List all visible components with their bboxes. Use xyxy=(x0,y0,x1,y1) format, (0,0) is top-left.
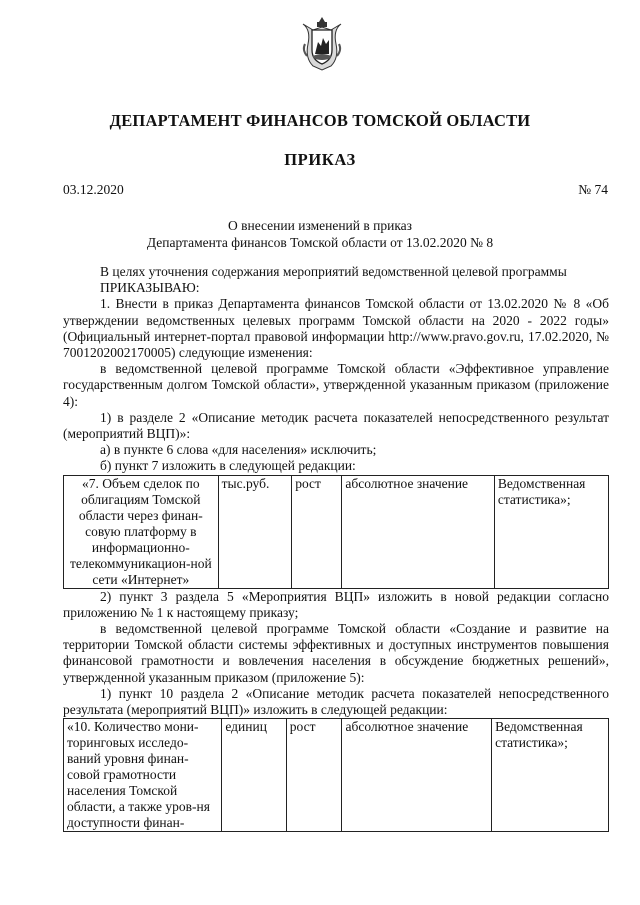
table-row xyxy=(64,719,609,832)
table-cell: рост xyxy=(286,719,342,832)
order-subject xyxy=(0,217,640,251)
order-body xyxy=(63,264,609,832)
table-cell: абсолютное значение xyxy=(342,475,495,588)
indicator-table-2 xyxy=(63,718,609,832)
indicator-table-1 xyxy=(63,475,609,589)
paragraph: ПРИКАЗЫВАЮ: xyxy=(100,280,200,296)
table-cell: единиц xyxy=(222,719,286,832)
order-number: № 74 xyxy=(578,182,608,197)
table-cell: «7. Объем сделок по облигациям Томской области через финан-совую платформу в информационно-телекоммуникацион-ной сети «Интернет» xyxy=(64,475,219,588)
paragraph: а) в пункте 6 слова «для населения» исключить; xyxy=(100,442,377,458)
table-cell: рост xyxy=(292,475,342,588)
table-row xyxy=(64,475,609,588)
coat-of-arms-icon xyxy=(299,14,345,72)
table-cell: абсолютное значение xyxy=(342,719,492,832)
subject-line: Департамента финансов Томской области от 13.02.2020 № 8 xyxy=(146,235,494,250)
paragraph: 1) пункт 10 раздела 2 «Описание методик расчета показателей непосредственного результата (мероприятий ВЦП)» изложить в следующей редакции: xyxy=(63,685,609,718)
department-title: ДЕПАРТАМЕНТ ФИНАНСОВ ТОМСКОЙ ОБЛАСТИ xyxy=(109,111,531,130)
paragraph: 2) пункт 3 раздела 5 «Мероприятия ВЦП» изложить в новой редакции согласно приложению № 1 к настоящему приказу; xyxy=(63,588,609,620)
table-cell: Ведомственная статистика»; xyxy=(492,719,609,832)
document-type: ПРИКАЗ xyxy=(284,150,356,169)
paragraph: в ведомственной целевой программе Томской области «Создание и развитие на территории Томской области системы эффективных и доступных инструментов повышения финансовой грамотности и вовлечения населения в обсуждение бюджетных решений», утвержденной указанным приказом (приложение 5): xyxy=(63,621,609,685)
table-cell: Ведомственная статистика»; xyxy=(494,475,608,588)
subject-line: О внесении изменений в приказ xyxy=(227,218,413,233)
paragraph: В целях уточнения содержания мероприятий ведомственной целевой программы xyxy=(100,264,567,279)
paragraph: 1) в разделе 2 «Описание методик расчета показателей непосредственного результат (мероприятий ВЦП)»: xyxy=(63,409,609,442)
table-cell: тыс.руб. xyxy=(218,475,292,588)
paragraph: в ведомственной целевой программе Томской области «Эффективное управление государственным долгом Томской области», утвержденной указанным приказом (приложение 4): xyxy=(63,361,609,409)
table-cell: «10. Количество мони-торинговых исследо-ваний уровня финан-совой грамотности населения Томской области, а также уров-ня доступности финан- xyxy=(64,719,222,832)
order-date: 03.12.2020 xyxy=(63,182,124,197)
paragraph: 1. Внести в приказ Департамента финансов Томской области от 13.02.2020 № 8 «Об утверждении ведомственных целевых программ Томской области на 2020 - 2022 годы» (Официальный интернет-портал правовой информации http://www.pravo.gov.ru, 17.02.2020, № 7001202002170005) следующие изменения: xyxy=(63,296,609,361)
paragraph: б) пункт 7 изложить в следующей редакции: xyxy=(100,458,356,474)
